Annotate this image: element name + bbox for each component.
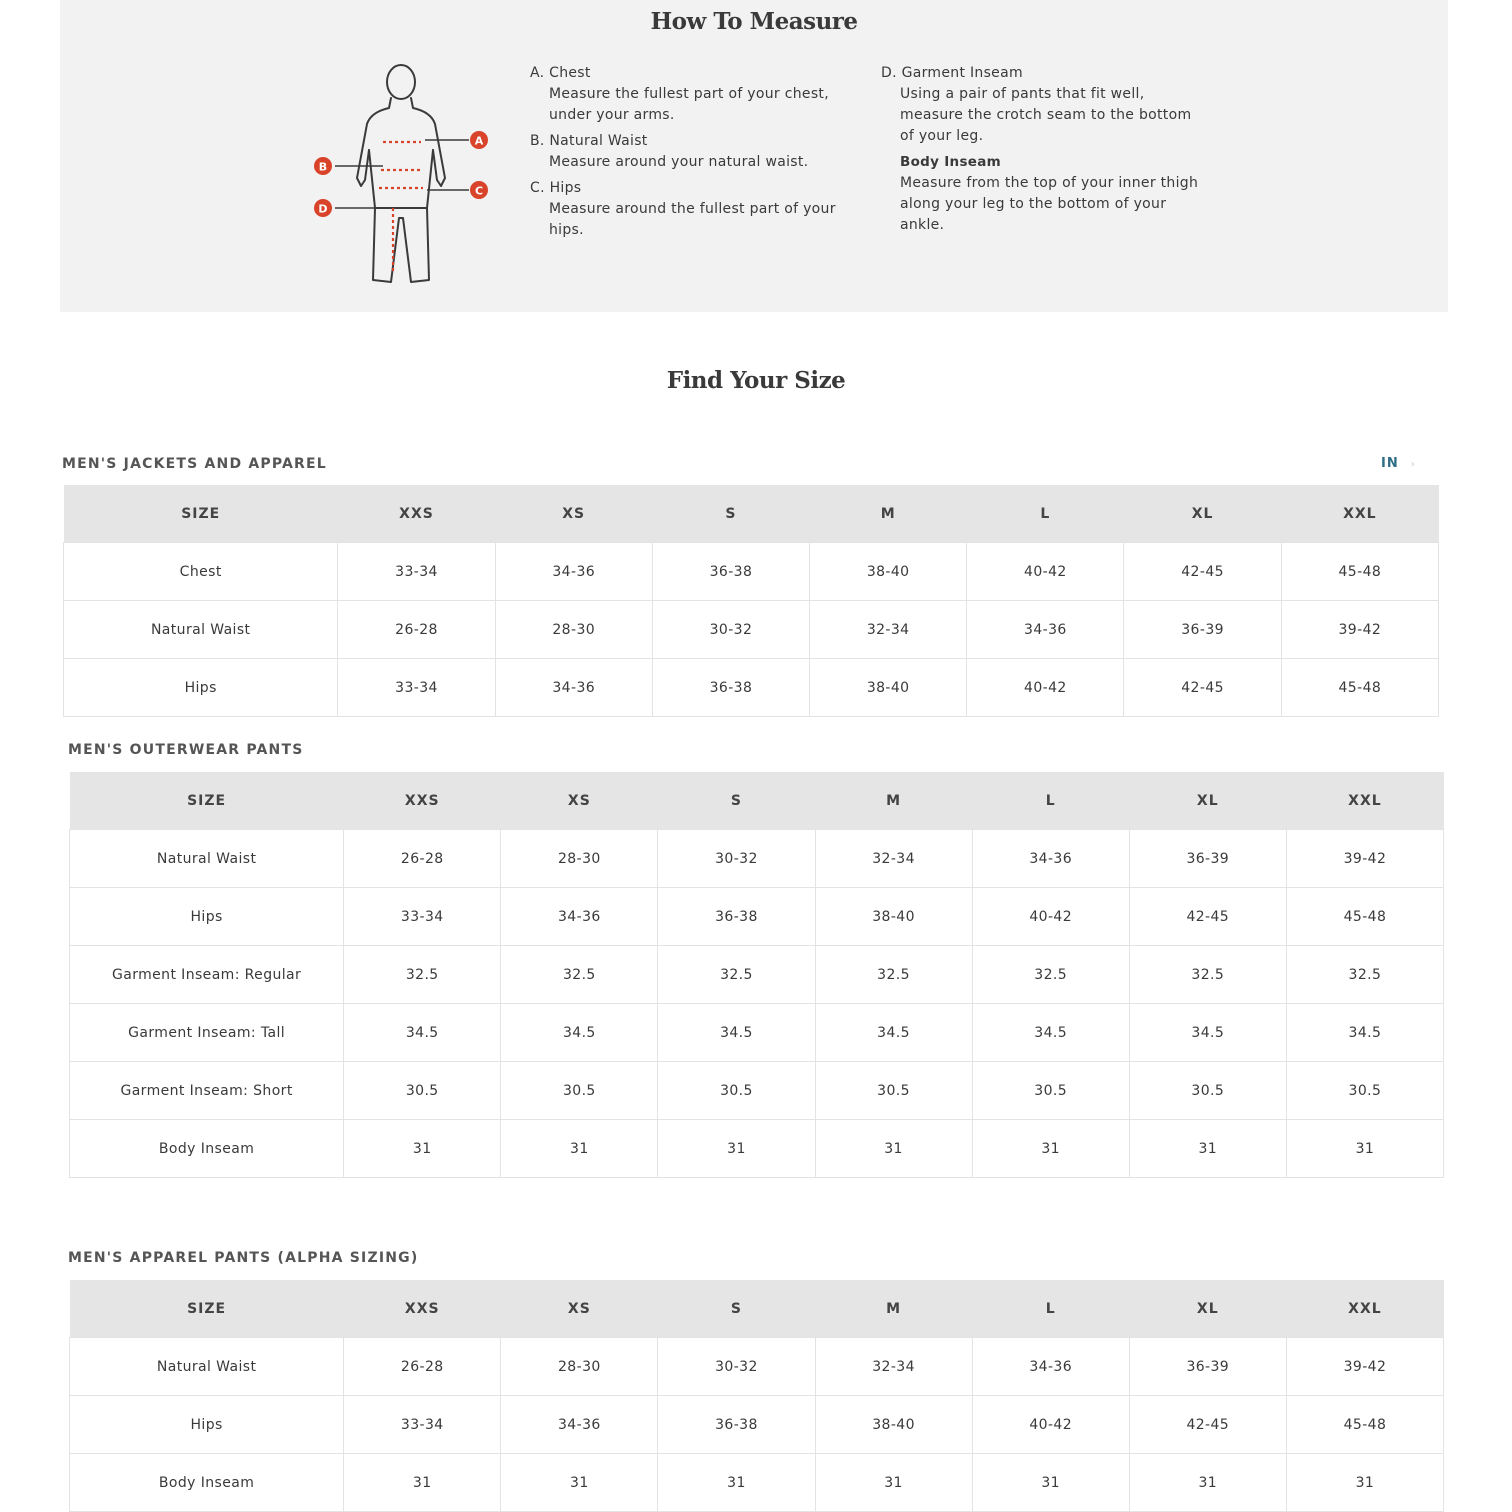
unit-label: IN xyxy=(1381,456,1399,471)
measurement-cell: 34.5 xyxy=(1286,1004,1443,1062)
measurement-cell: 26-28 xyxy=(344,830,501,888)
section-title-apparel-pants: MEN'S APPAREL PANTS (ALPHA SIZING) xyxy=(68,1250,419,1266)
measurement-cell: 32.5 xyxy=(344,946,501,1004)
measurement-cell: 31 xyxy=(1286,1454,1443,1512)
table-row xyxy=(70,1120,1444,1178)
measure-item-garment-inseam xyxy=(881,63,1201,147)
chevron-right-icon: › xyxy=(1410,459,1416,470)
measure-item-heading: C. Hips xyxy=(530,180,582,196)
measurement-cell: 31 xyxy=(658,1120,815,1178)
measurement-cell: 30.5 xyxy=(501,1062,658,1120)
svg-text:C: C xyxy=(474,184,484,198)
measurement-cell: 33-34 xyxy=(344,888,501,946)
table-row xyxy=(70,1004,1444,1062)
row-label-cell: Hips xyxy=(64,659,338,717)
measurement-cell: 30-32 xyxy=(658,830,815,888)
size-column-header: SIZE xyxy=(64,485,338,543)
table-row xyxy=(70,1454,1444,1512)
measurement-cell: 32.5 xyxy=(815,946,972,1004)
measurement-cell: 31 xyxy=(815,1454,972,1512)
table-header-row xyxy=(64,485,1439,543)
size-header-cell: XS xyxy=(501,772,658,830)
size-header-cell: S xyxy=(658,772,815,830)
size-header-cell: XXS xyxy=(344,772,501,830)
unit-toggle[interactable] xyxy=(1381,456,1416,471)
measurement-cell: 32-34 xyxy=(815,830,972,888)
size-header-cell: XXL xyxy=(1286,772,1443,830)
measurement-cell: 42-45 xyxy=(1129,888,1286,946)
measurement-cell: 42-45 xyxy=(1124,543,1281,601)
measurement-cell: 40-42 xyxy=(967,659,1124,717)
size-header-cell: L xyxy=(967,485,1124,543)
measurement-cell: 28-30 xyxy=(501,1338,658,1396)
measurement-cell: 40-42 xyxy=(972,888,1129,946)
size-header-cell: S xyxy=(652,485,809,543)
measurement-cell: 38-40 xyxy=(815,888,972,946)
measure-item-text: Measure the fullest part of your chest, under your arms. xyxy=(549,86,829,123)
measurement-cell: 31 xyxy=(972,1454,1129,1512)
section-title-jackets: MEN'S JACKETS AND APPAREL xyxy=(62,456,327,472)
size-header-cell: XS xyxy=(501,1280,658,1338)
size-header-cell: XXL xyxy=(1286,1280,1443,1338)
measurement-cell: 34-36 xyxy=(495,659,652,717)
row-label-cell: Body Inseam xyxy=(70,1454,344,1512)
measurement-cell: 33-34 xyxy=(344,1396,501,1454)
measure-item-hips xyxy=(530,178,840,241)
measurement-cell: 40-42 xyxy=(972,1396,1129,1454)
measurement-cell: 39-42 xyxy=(1286,1338,1443,1396)
measurement-cell: 31 xyxy=(815,1120,972,1178)
measurement-cell: 32.5 xyxy=(501,946,658,1004)
measurement-cell: 34.5 xyxy=(501,1004,658,1062)
size-header-cell: XL xyxy=(1129,772,1286,830)
table-row xyxy=(70,1062,1444,1120)
measurement-cell: 38-40 xyxy=(810,659,967,717)
measurement-cell: 32-34 xyxy=(815,1338,972,1396)
measurement-cell: 36-39 xyxy=(1124,601,1281,659)
measure-item-text: Measure around your natural waist. xyxy=(549,154,809,170)
svg-text:D: D xyxy=(318,202,328,216)
row-label-cell: Garment Inseam: Regular xyxy=(70,946,344,1004)
measurement-cell: 30.5 xyxy=(972,1062,1129,1120)
measurement-cell: 34-36 xyxy=(501,1396,658,1454)
size-header-cell: S xyxy=(658,1280,815,1338)
row-label-cell: Hips xyxy=(70,888,344,946)
measurement-cell: 30.5 xyxy=(344,1062,501,1120)
measure-item-body-inseam xyxy=(881,152,1201,236)
measurement-cell: 33-34 xyxy=(338,543,495,601)
measurement-cell: 32-34 xyxy=(810,601,967,659)
svg-text:B: B xyxy=(318,160,328,174)
measurement-cell: 30.5 xyxy=(815,1062,972,1120)
measurement-cell: 34-36 xyxy=(495,543,652,601)
svg-text:A: A xyxy=(474,134,484,148)
measurement-cell: 32.5 xyxy=(658,946,815,1004)
table-header-row xyxy=(70,1280,1444,1338)
measure-item-heading: Body Inseam xyxy=(900,154,1002,170)
measurement-cell: 36-39 xyxy=(1129,830,1286,888)
size-header-cell: XL xyxy=(1124,485,1281,543)
row-label-cell: Natural Waist xyxy=(70,1338,344,1396)
table-row xyxy=(64,659,1439,717)
measurement-cell: 36-38 xyxy=(658,888,815,946)
measurement-cell: 31 xyxy=(658,1454,815,1512)
table-row xyxy=(70,946,1444,1004)
size-header-cell: M xyxy=(815,1280,972,1338)
measure-item-heading: B. Natural Waist xyxy=(530,133,648,149)
size-header-cell: L xyxy=(972,772,1129,830)
measurement-cell: 31 xyxy=(501,1454,658,1512)
measurement-cell: 33-34 xyxy=(338,659,495,717)
measure-item-text: Measure from the top of your inner thigh along your leg to the bottom of your ankle. xyxy=(900,175,1199,233)
body-measurement-figure xyxy=(305,58,505,290)
measurement-cell: 36-38 xyxy=(652,543,809,601)
table-row xyxy=(64,543,1439,601)
measurement-cell: 34.5 xyxy=(344,1004,501,1062)
measurement-cell: 34.5 xyxy=(658,1004,815,1062)
row-label-cell: Body Inseam xyxy=(70,1120,344,1178)
row-label-cell: Hips xyxy=(70,1396,344,1454)
measurement-cell: 30.5 xyxy=(658,1062,815,1120)
size-header-cell: XXL xyxy=(1281,485,1438,543)
measurement-cell: 31 xyxy=(1129,1454,1286,1512)
measurement-cell: 34.5 xyxy=(815,1004,972,1062)
measurement-cell: 34-36 xyxy=(972,830,1129,888)
size-header-cell: XXS xyxy=(344,1280,501,1338)
measurement-cell: 38-40 xyxy=(810,543,967,601)
measurement-cell: 36-38 xyxy=(658,1396,815,1454)
measurement-cell: 39-42 xyxy=(1286,830,1443,888)
measurement-cell: 28-30 xyxy=(495,601,652,659)
find-your-size-title: Find Your Size xyxy=(666,367,846,394)
measurement-cell: 31 xyxy=(1129,1120,1286,1178)
measurement-cell: 28-30 xyxy=(501,830,658,888)
how-to-measure-panel xyxy=(60,0,1448,312)
measurement-cell: 31 xyxy=(344,1120,501,1178)
measure-item-text: Using a pair of pants that fit well, measure the crotch seam to the bottom of your leg. xyxy=(900,86,1192,144)
size-column-header: SIZE xyxy=(70,772,344,830)
row-label-cell: Chest xyxy=(64,543,338,601)
measurement-cell: 31 xyxy=(972,1120,1129,1178)
size-column-header: SIZE xyxy=(70,1280,344,1338)
measurement-cell: 26-28 xyxy=(338,601,495,659)
size-header-cell: XS xyxy=(495,485,652,543)
measurement-cell: 36-38 xyxy=(652,659,809,717)
size-header-cell: L xyxy=(972,1280,1129,1338)
row-label-cell: Garment Inseam: Tall xyxy=(70,1004,344,1062)
measurement-cell: 36-39 xyxy=(1129,1338,1286,1396)
marker-c xyxy=(470,181,488,199)
measurement-cell: 45-48 xyxy=(1281,543,1438,601)
measurement-cell: 45-48 xyxy=(1281,659,1438,717)
measure-item-text: Measure around the fullest part of your hips. xyxy=(549,201,836,238)
size-table-apparel-pants xyxy=(69,1280,1444,1512)
measurement-cell: 40-42 xyxy=(967,543,1124,601)
table-row xyxy=(70,830,1444,888)
table-row xyxy=(70,1338,1444,1396)
marker-b xyxy=(314,157,332,175)
size-header-cell: XXS xyxy=(338,485,495,543)
measurement-cell: 31 xyxy=(344,1454,501,1512)
measurement-cell: 30-32 xyxy=(658,1338,815,1396)
row-label-cell: Natural Waist xyxy=(70,830,344,888)
measure-item-heading: A. Chest xyxy=(530,65,591,81)
size-header-cell: M xyxy=(815,772,972,830)
measurement-cell: 34.5 xyxy=(972,1004,1129,1062)
marker-a xyxy=(470,131,488,149)
measurement-cell: 31 xyxy=(1286,1120,1443,1178)
measurement-cell: 32.5 xyxy=(1286,946,1443,1004)
measurement-cell: 30-32 xyxy=(652,601,809,659)
row-label-cell: Garment Inseam: Short xyxy=(70,1062,344,1120)
how-to-measure-title: How To Measure xyxy=(650,8,858,35)
measurement-cell: 42-45 xyxy=(1129,1396,1286,1454)
table-header-row xyxy=(70,772,1444,830)
measurement-cell: 34-36 xyxy=(972,1338,1129,1396)
measure-item-chest xyxy=(530,63,840,126)
measurement-cell: 30.5 xyxy=(1286,1062,1443,1120)
size-header-cell: M xyxy=(810,485,967,543)
measurement-cell: 26-28 xyxy=(344,1338,501,1396)
measure-item-natural-waist xyxy=(530,131,840,173)
measurement-cell: 34-36 xyxy=(967,601,1124,659)
marker-d xyxy=(314,199,332,217)
measurement-cell: 42-45 xyxy=(1124,659,1281,717)
measurement-cell: 39-42 xyxy=(1281,601,1438,659)
measurement-cell: 31 xyxy=(501,1120,658,1178)
size-table-jackets xyxy=(63,485,1439,717)
table-row xyxy=(70,1396,1444,1454)
measure-instructions-left xyxy=(530,63,840,246)
measurement-cell: 32.5 xyxy=(1129,946,1286,1004)
measure-item-heading: D. Garment Inseam xyxy=(881,65,1023,81)
measurement-cell: 38-40 xyxy=(815,1396,972,1454)
size-table-outerwear-pants xyxy=(69,772,1444,1178)
measurement-cell: 30.5 xyxy=(1129,1062,1286,1120)
size-header-cell: XL xyxy=(1129,1280,1286,1338)
measurement-cell: 32.5 xyxy=(972,946,1129,1004)
table-row xyxy=(70,888,1444,946)
measurement-cell: 34.5 xyxy=(1129,1004,1286,1062)
section-title-outerwear-pants: MEN'S OUTERWEAR PANTS xyxy=(68,742,304,758)
row-label-cell: Natural Waist xyxy=(64,601,338,659)
measure-instructions-right xyxy=(881,63,1201,241)
measurement-cell: 45-48 xyxy=(1286,888,1443,946)
measurement-cell: 45-48 xyxy=(1286,1396,1443,1454)
table-row xyxy=(64,601,1439,659)
measurement-cell: 34-36 xyxy=(501,888,658,946)
